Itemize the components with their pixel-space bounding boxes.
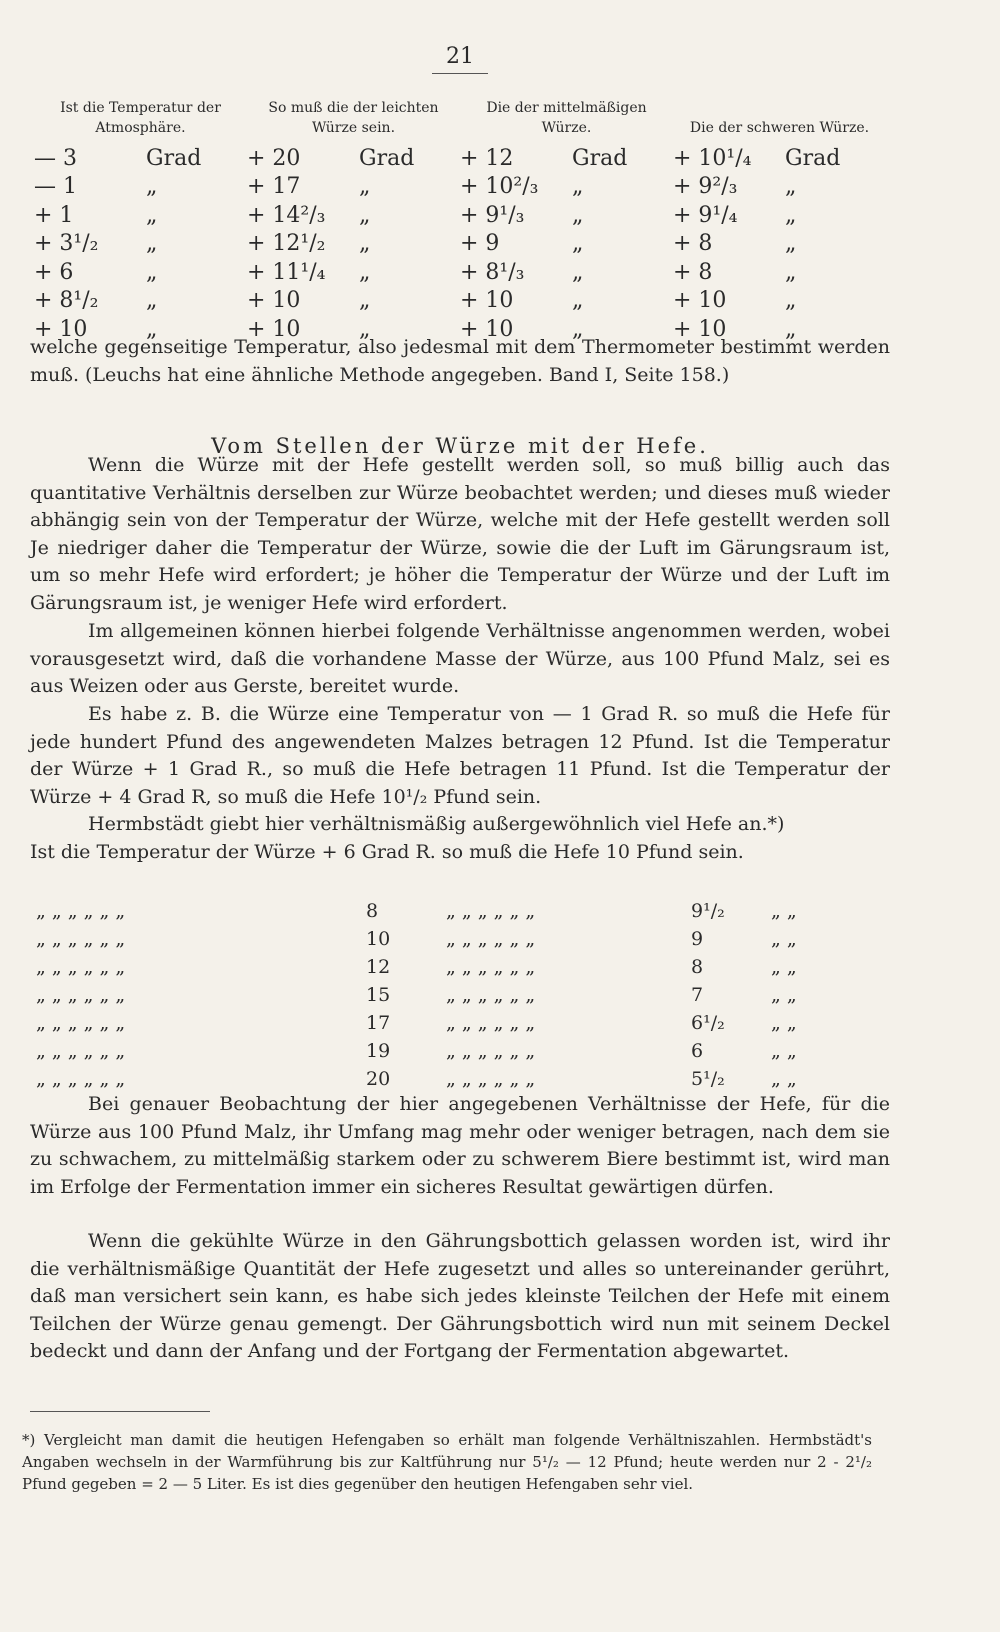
temperature-cell xyxy=(460,287,673,316)
temperature-cell xyxy=(34,144,247,173)
wort-temperature: 8 xyxy=(366,900,379,922)
temperature-value: + 14²/₃ xyxy=(247,202,326,228)
yeast-amount: 9¹/₂ xyxy=(691,900,725,922)
temperature-cell xyxy=(247,258,460,287)
yeast-row xyxy=(36,925,797,953)
ditto-marks-right: „ „ xyxy=(771,928,797,950)
temperature-value: + 9 xyxy=(460,231,500,257)
temperature-value: + 3¹/₂ xyxy=(34,231,99,257)
yeast-row xyxy=(36,1065,797,1093)
page-number: 21 xyxy=(446,44,474,69)
yeast-table xyxy=(36,897,797,1093)
footnote: *) Vergleicht man damit die heutigen Hefengaben so erhält man folgende Verhältniszahlen. Hermbstädt's Angaben wechseln in der Warmführung bis zur Kaltführung nur 5¹/₂ — 12 Pfund; heute werden nur 2 - 2¹/₂ Pfund gegeben = 2 — 5 Liter. Es ist dies gegenüber den heutigen Hefengaben sehr viel. xyxy=(22,1431,872,1493)
temperature-unit: „ xyxy=(785,174,797,200)
ditto-marks-left: „ „ „ „ „ „ xyxy=(36,1040,126,1062)
temperature-value: + 1 xyxy=(34,202,74,228)
temperature-table-header xyxy=(34,98,886,144)
temperature-value: + 12¹/₂ xyxy=(247,231,326,257)
paragraph-3: Es habe z. B. die Würze eine Temperatur von — 1 Grad R. so muß die Hefe für jede hundert Pfund des angewendeten Malzes betragen 12 Pfund. Ist die Temperatur der Würze + 1 Grad R., so muß die Hefe betragen 11 Pfund. Ist die Temperatur der Würze + 4 Grad R, so muß die Hefe 10¹/₂ Pfund sein. xyxy=(30,703,890,808)
temperature-unit: „ xyxy=(785,202,797,228)
yeast-amount: 6¹/₂ xyxy=(691,1012,725,1034)
temperature-value: + 11¹/₄ xyxy=(247,259,326,285)
header-atmosphere: Ist die Temperatur der Atmosphäre. xyxy=(60,100,221,136)
page-number-rule xyxy=(432,73,488,74)
temperature-unit: „ xyxy=(572,288,584,314)
temperature-row xyxy=(34,144,886,173)
temperature-value: + 9²/₃ xyxy=(673,174,738,200)
yeast-amount: 7 xyxy=(691,984,704,1006)
temperature-value: + 8¹/₂ xyxy=(34,288,99,314)
temperature-cell xyxy=(673,201,886,230)
ditto-marks-right: „ „ xyxy=(771,1040,797,1062)
wort-temperature: 19 xyxy=(366,1040,391,1062)
temperature-value: + 8 xyxy=(673,231,713,257)
temperature-cell xyxy=(34,230,247,259)
temperature-cell xyxy=(34,201,247,230)
temperature-row xyxy=(34,173,886,202)
temperature-cell xyxy=(247,173,460,202)
yeast-row xyxy=(36,1037,797,1065)
ditto-marks-middle: „ „ „ „ „ „ xyxy=(446,1012,536,1034)
ditto-marks-middle: „ „ „ „ „ „ xyxy=(446,1040,536,1062)
temperature-unit: „ xyxy=(146,174,158,200)
footnote-rule xyxy=(30,1411,210,1412)
ditto-marks-middle: „ „ „ „ „ „ xyxy=(446,984,536,1006)
yeast-amount: 6 xyxy=(691,1040,704,1062)
yeast-row xyxy=(36,897,797,925)
ditto-marks-middle: „ „ „ „ „ „ xyxy=(446,956,536,978)
temperature-value: + 9¹/₄ xyxy=(673,202,738,228)
wort-temperature: 10 xyxy=(366,928,391,950)
wort-temperature: 17 xyxy=(366,1012,391,1034)
temperature-unit: „ xyxy=(359,316,371,342)
header-medium-wort: Die der mittelmäßigen Würze. xyxy=(486,100,647,136)
temperature-unit: „ xyxy=(785,231,797,257)
temperature-cell xyxy=(460,173,673,202)
temperature-cell xyxy=(247,287,460,316)
yeast-amount: 9 xyxy=(691,928,704,950)
ditto-marks-right: „ „ xyxy=(771,956,797,978)
temperature-value: + 10 xyxy=(247,316,301,342)
ditto-marks-right: „ „ xyxy=(771,984,797,1006)
ditto-marks-right: „ „ xyxy=(771,900,797,922)
ditto-marks-middle: „ „ „ „ „ „ xyxy=(446,900,536,922)
temperature-cell xyxy=(673,230,886,259)
wort-temperature: 15 xyxy=(366,984,391,1006)
temperature-value: — 3 xyxy=(34,145,77,171)
temperature-cell xyxy=(34,287,247,316)
ditto-marks-left: „ „ „ „ „ „ xyxy=(36,984,126,1006)
ditto-marks-left: „ „ „ „ „ „ xyxy=(36,1012,126,1034)
temperature-value: + 10 xyxy=(460,288,514,314)
temperature-cell xyxy=(247,201,460,230)
temperature-value: — 1 xyxy=(34,174,77,200)
temperature-unit: „ xyxy=(359,231,371,257)
temperature-cell xyxy=(460,258,673,287)
ditto-marks-left: „ „ „ „ „ „ xyxy=(36,900,126,922)
temperature-row xyxy=(34,230,886,259)
wort-temperature: 20 xyxy=(366,1068,391,1090)
temperature-table xyxy=(34,98,886,344)
temperature-value: + 6 xyxy=(34,259,74,285)
temperature-unit: „ xyxy=(359,288,371,314)
yeast-amount: 8 xyxy=(691,956,704,978)
temperature-value: + 17 xyxy=(247,174,301,200)
temperature-unit: „ xyxy=(572,174,584,200)
yeast-row xyxy=(36,1009,797,1037)
temperature-unit: „ xyxy=(146,316,158,342)
temperature-cell xyxy=(673,258,886,287)
temperature-cell xyxy=(247,230,460,259)
text-after-table: welche gegenseitige Temperatur, also jedesmal mit dem Thermometer bestimmt werden muß. (Leuchs hat eine ähnliche Methode angegeben. Band I, Seite 158.) xyxy=(30,336,890,386)
temperature-unit: „ xyxy=(785,316,797,342)
temperature-row xyxy=(34,201,886,230)
paragraph-2: Im allgemeinen können hierbei folgende Verhältnisse angenommen werden, wobei vorausgesetzt wird, daß die vorhandene Masse der Würze, aus 100 Pfund Malz, sei es aus Weizen oder aus Gerste, bereitet wurde. xyxy=(30,620,890,698)
temperature-unit: „ xyxy=(146,259,158,285)
temperature-unit: „ xyxy=(572,231,584,257)
temperature-unit: „ xyxy=(572,202,584,228)
temperature-value: + 8¹/₃ xyxy=(460,259,525,285)
temperature-cell xyxy=(34,173,247,202)
temperature-value: + 9¹/₃ xyxy=(460,202,525,228)
temperature-row xyxy=(34,287,886,316)
temperature-cell xyxy=(673,144,886,173)
ditto-marks-right: „ „ xyxy=(771,1012,797,1034)
ditto-marks-middle: „ „ „ „ „ „ xyxy=(446,928,536,950)
temperature-value: + 10¹/₄ xyxy=(673,145,752,171)
ditto-marks-right: „ „ xyxy=(771,1068,797,1090)
temperature-unit: „ xyxy=(146,231,158,257)
temperature-value: + 8 xyxy=(673,259,713,285)
temperature-unit: „ xyxy=(572,316,584,342)
temperature-value: + 10 xyxy=(460,316,514,342)
temperature-unit: „ xyxy=(359,202,371,228)
ditto-marks-left: „ „ „ „ „ „ xyxy=(36,928,126,950)
temperature-unit: „ xyxy=(359,174,371,200)
ditto-marks-left: „ „ „ „ „ „ xyxy=(36,956,126,978)
temperature-unit: Grad xyxy=(572,145,628,171)
temperature-value: + 12 xyxy=(460,145,514,171)
yeast-intro: Ist die Temperatur der Würze + 6 Grad R. so muß die Hefe 10 Pfund sein. xyxy=(30,841,744,863)
temperature-unit: Grad xyxy=(359,145,415,171)
header-light-wort: So muß die der leichten Würze sein. xyxy=(268,100,439,136)
temperature-cell xyxy=(34,258,247,287)
temperature-cell xyxy=(673,173,886,202)
paragraph-5: Bei genauer Beobachtung der hier angegebenen Verhältnisse der Hefe, für die Würze aus 100 Pfund Malz, ihr Umfang mag mehr oder weniger betragen, nach dem sie zu schwachem, zu mittelmäßig starkem oder zu schwerem Biere bestimmt ist, wird man im Erfolge der Fermentation immer ein sicheres Resultat gewärtigen dürfen. xyxy=(30,1093,890,1198)
paragraph-6: Wenn die gekühlte Würze in den Gährungsbottich gelassen worden ist, wird ihr die verhältnismäßige Quantität der Hefe zugesetzt und alles so untereinander gerührt, daß man versichert sein kann, es habe sich jedes kleinste Teilchen der Hefe mit einem Teilchen der Würze genau gemengt. Der Gährungsbottich wird nun mit seinem Deckel bedeckt und dann der Anfang und der Fortgang der Fermentation abgewartet. xyxy=(30,1230,890,1363)
section-heading: Vom Stellen der Würze mit der Hefe. xyxy=(211,434,709,458)
temperature-cell xyxy=(247,144,460,173)
temperature-unit: „ xyxy=(785,288,797,314)
yeast-row xyxy=(36,953,797,981)
temperature-unit: „ xyxy=(359,259,371,285)
temperature-unit: Grad xyxy=(146,145,202,171)
temperature-unit: „ xyxy=(146,202,158,228)
temperature-unit: „ xyxy=(785,259,797,285)
temperature-unit: „ xyxy=(146,288,158,314)
temperature-value: + 10 xyxy=(34,316,88,342)
paragraph-1: Wenn die Würze mit der Hefe gestellt werden soll, so muß billig auch das quantitative Verhältnis derselben zur Würze beobachtet werden; und dieses muß wieder abhängig sein von der Temperatur der Würze, welche mit der Hefe gestellt werden soll Je niedriger daher die Temperatur der Würze, sowie die der Luft im Gärungsraum ist, um so mehr Hefe wird erfordert; je höher die Temperatur der Würze und der Luft im Gärungsraum ist, je weniger Hefe wird erfordert. xyxy=(30,454,890,614)
temperature-value: + 10²/₃ xyxy=(460,174,539,200)
wort-temperature: 12 xyxy=(366,956,391,978)
temperature-cell xyxy=(460,230,673,259)
temperature-value: + 20 xyxy=(247,145,301,171)
ditto-marks-left: „ „ „ „ „ „ xyxy=(36,1068,126,1090)
temperature-value: + 10 xyxy=(673,288,727,314)
paragraph-4: Hermbstädt giebt hier verhältnismäßig außergewöhnlich viel Hefe an.*) xyxy=(88,813,785,835)
temperature-cell xyxy=(460,201,673,230)
yeast-amount: 5¹/₂ xyxy=(691,1068,725,1090)
temperature-value: + 10 xyxy=(673,316,727,342)
temperature-cell xyxy=(673,287,886,316)
temperature-row xyxy=(34,258,886,287)
temperature-unit: Grad xyxy=(785,145,841,171)
ditto-marks-middle: „ „ „ „ „ „ xyxy=(446,1068,536,1090)
temperature-unit: „ xyxy=(572,259,584,285)
temperature-cell xyxy=(460,144,673,173)
yeast-row xyxy=(36,981,797,1009)
temperature-value: + 10 xyxy=(247,288,301,314)
header-heavy-wort: Die der schweren Würze. xyxy=(689,120,870,136)
